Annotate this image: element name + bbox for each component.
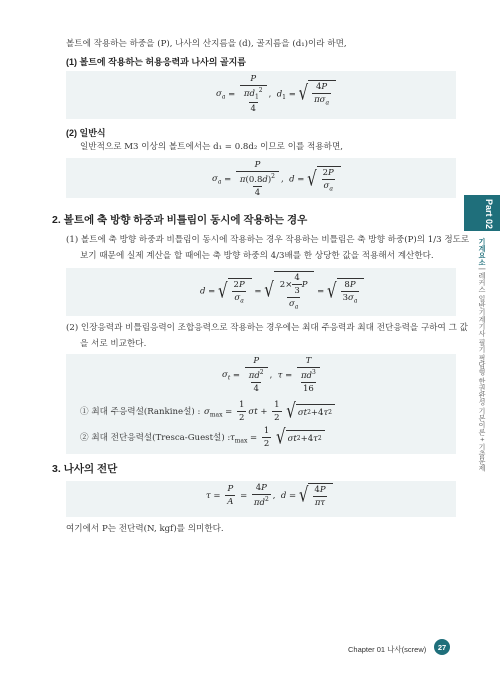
formula-shear: τ = $\frac{P}{A}$ = $\frac{4P}{\pi d^2}$ , d = √ 4P πτ [206,483,333,508]
page-number: 27 [434,639,450,655]
sec2-para1-line2: 보기 때문에 실제 계산을 할 때에는 축 방향 하중의 4/3배를 한 상당한 값을 적용해서 계산한다. [80,251,434,261]
sec3-text: 여기에서 P는 전단력(N, kgf)를 의미한다. [66,524,224,534]
formula-rankine: $\sigma_{max}$ = $\frac{1}{2}$ σt + $\frac{1}{2}$ √ σt 2 +4 τ 2 [204,400,335,423]
sec2-para2-line2: 을 서로 비교한다. [80,339,147,349]
sidebar-vertical-text [476,238,486,471]
formula-tresca: $\tau_{max}$ = $\frac{1}{2}$ √ σt 2 +4 τ 2 [230,426,325,449]
general-text: 일반적으로 M3 이상의 볼트에서는 d₁ = 0.8d₂ 이므로 이를 적용하면, [80,142,343,152]
item-2-label: ② 최대 전단응력설(Tresca-Guest설) : [80,433,231,443]
formula-equivalent-diameter: d = √ 2P $\sigma_a$ = √ 2× $\frac{4}{3}$ P $\sigma_a$ = √ 8P $3\sigma_a$ [200,271,364,311]
sidebar-vertical-bold: 기계요소 [478,238,485,266]
formula-allowable-stress: $\sigma_a$ = $\frac{P}{\frac{\pi d_1^2}{4}}$ , $d_1$ = √ 4P $\pi\sigma_a$ [216,74,336,114]
intro-text: 볼트에 작용하는 하중을 (P), 나사의 산지름을 (d), 골지름을 (d₁)이라 하면, [66,39,347,49]
sidebar-vertical-rest: | 레커스 일반기계기사 필기 필답형 한권완성 기본이론 + 기출문제 [478,266,485,472]
section-3-title: 3. 나사의 전단 [52,463,118,475]
item-1-label: ① 최대 주응력설(Rankine설) : [80,407,201,417]
formula-stresses: $\sigma_t$ = $\frac{P}{\frac{\pi d^2}{4}}$ , τ = $\frac{T}{\frac{\pi d^3}{16}}$ [222,356,322,394]
formula-general: $\sigma_a$ = $\frac{P}{\frac{\pi(0.8d)^2}{4}}$ , d = √ 2P $\sigma_a$ [212,160,341,198]
section-2-title: 2. 볼트에 축 방향 하중과 비틀림이 동시에 작용하는 경우 [52,214,308,226]
subsection-1-title: (1) 볼트에 작용하는 허용응력과 나사의 골지름 [66,57,246,67]
subsection-2-title: (2) 일반식 [66,128,106,138]
sec2-para1-line1: (1) 볼트에 축 방향 하중과 비틀림이 동시에 작용하는 경우 작용하는 비틀림은 축 방향 하중(P)의 1/3 정도로 [66,235,470,245]
sec2-para2-line1: (2) 인장응력과 비틀림응력이 조합응력으로 작용하는 경우에는 최대 주응력과 최대 전단응력을 구하여 그 값 [66,323,468,333]
chapter-footer: Chapter 01 나사(screw) [348,645,427,654]
part-label: Part 02 [484,198,494,230]
